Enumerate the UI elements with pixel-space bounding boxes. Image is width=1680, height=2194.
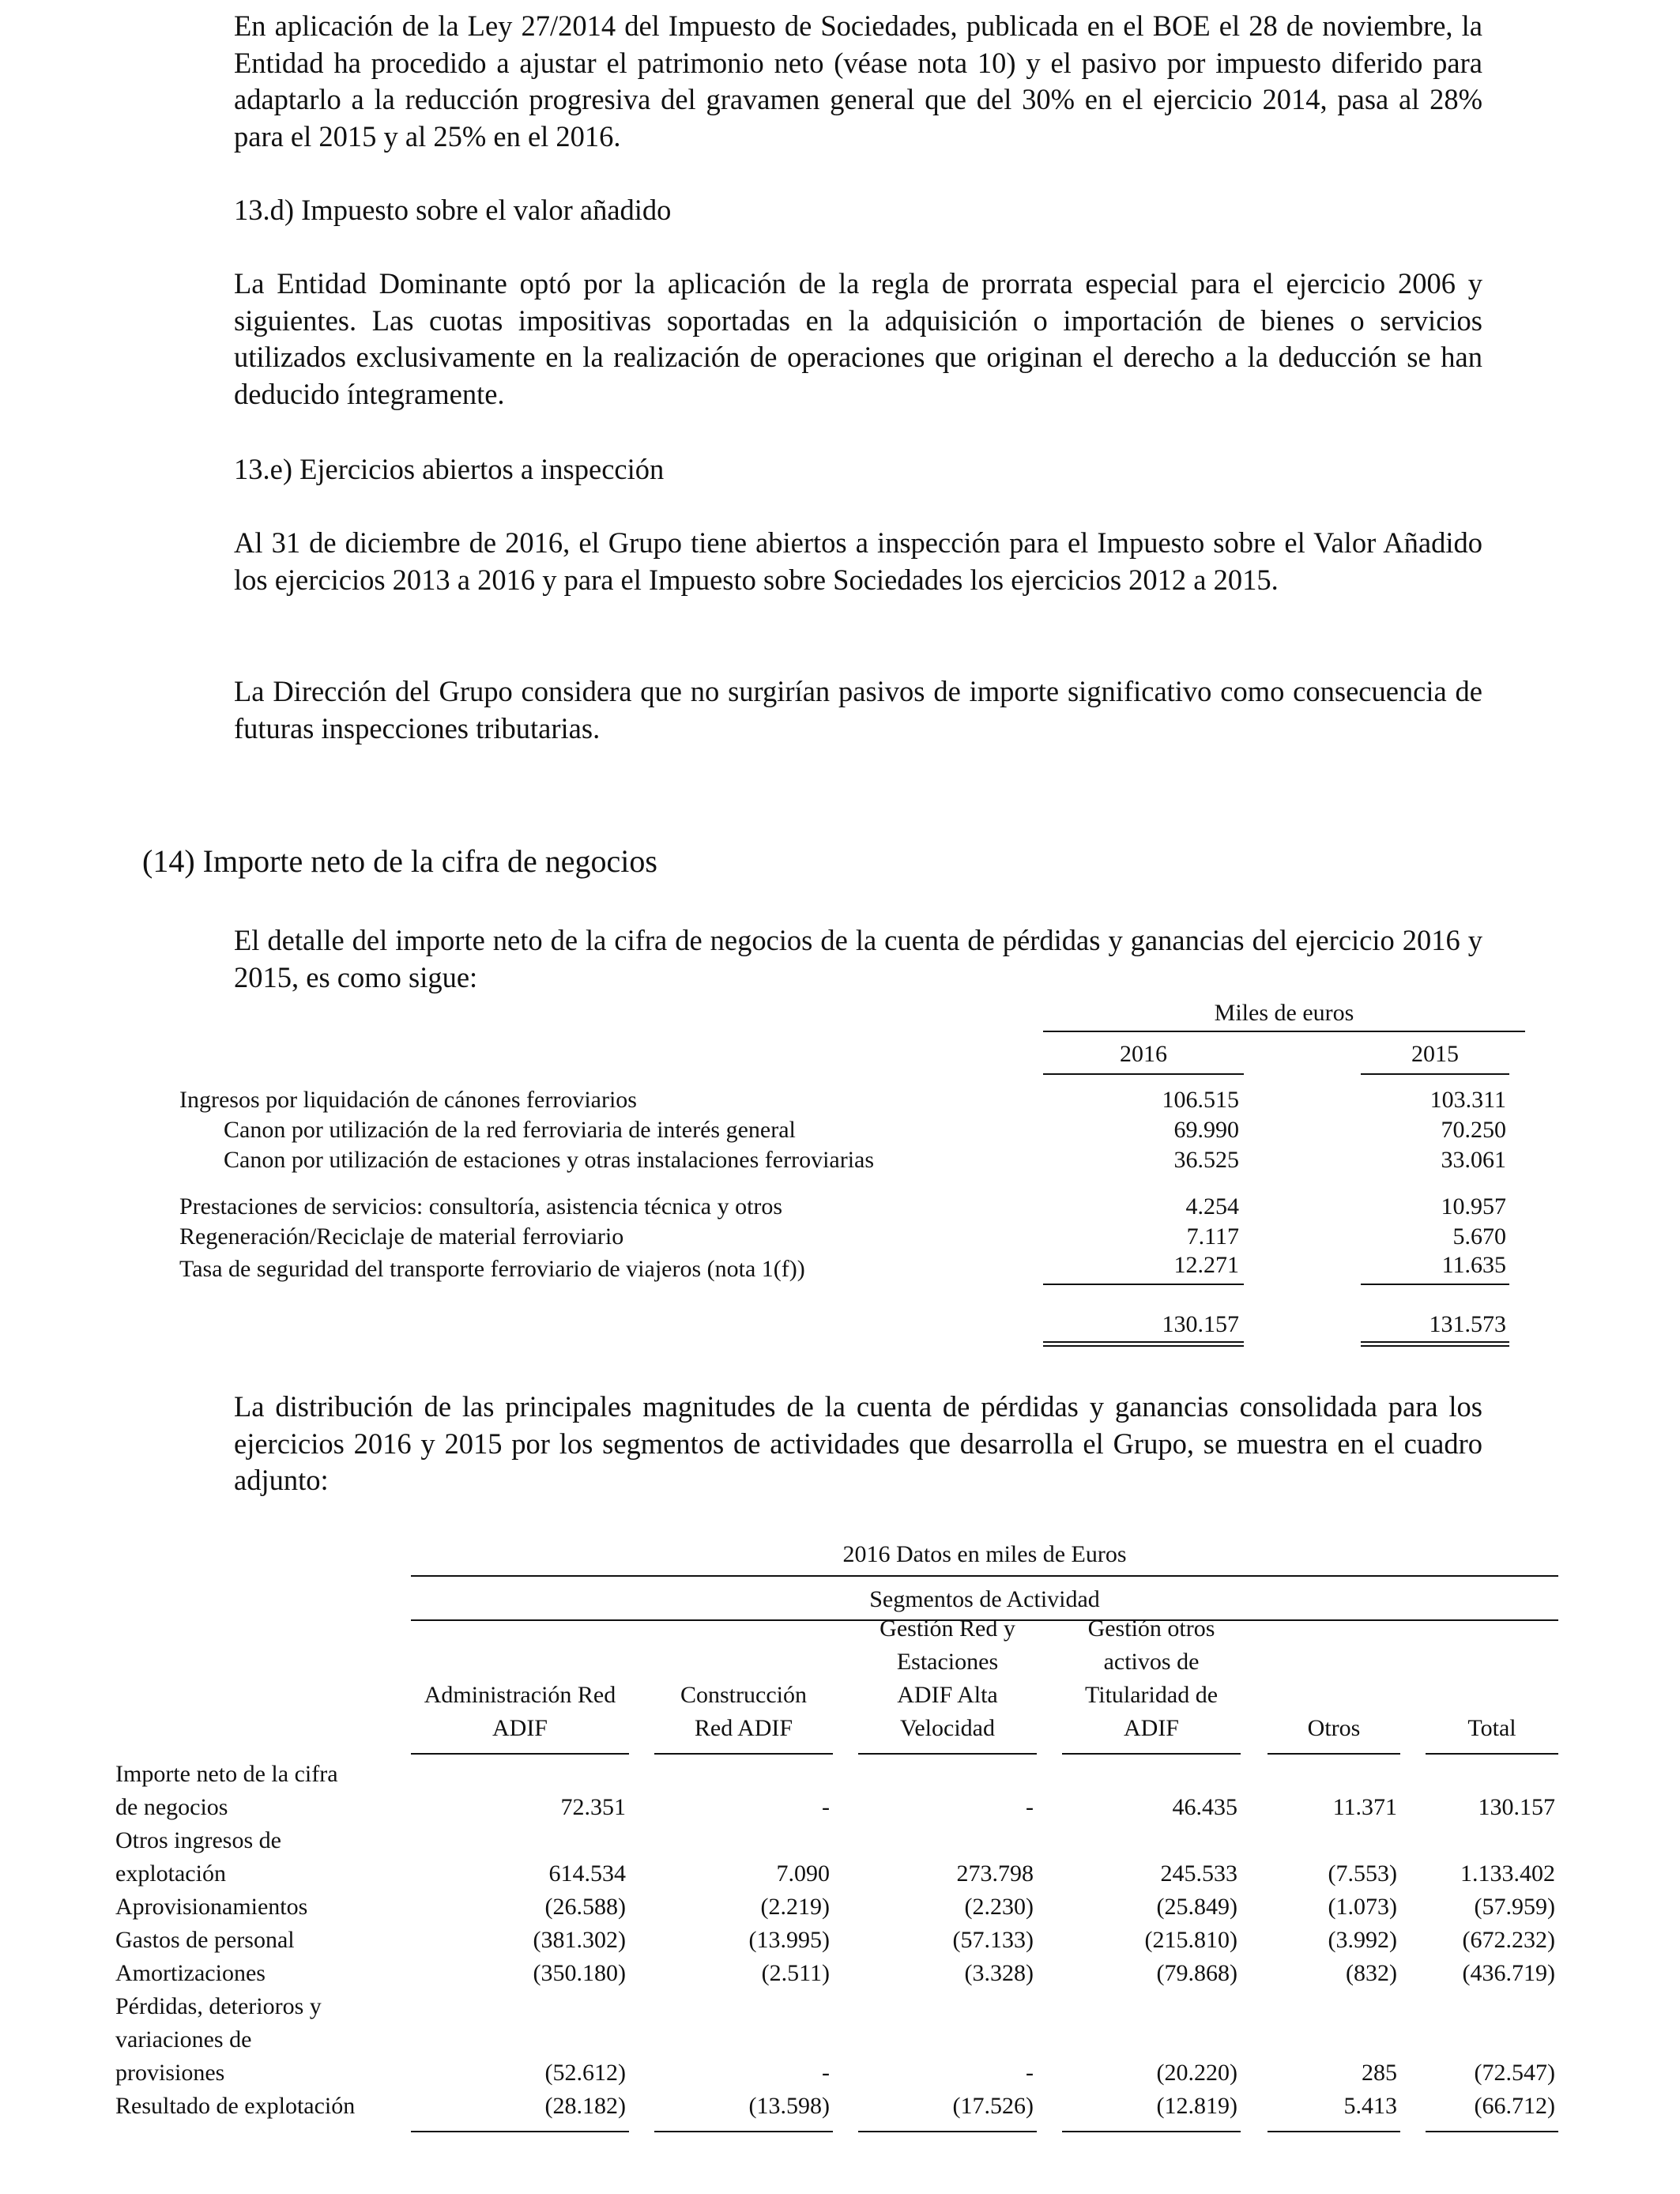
row-label: provisiones bbox=[115, 2060, 225, 2086]
table1-subtotal-rule-2015 bbox=[1361, 1284, 1509, 1285]
column-header-line: Gestión otros bbox=[1087, 1615, 1215, 1642]
column-header-line: Gestión Red y bbox=[880, 1615, 1015, 1642]
heading-13e: 13.e) Ejercicios abiertos a inspección bbox=[234, 453, 665, 485]
column-bottom-rule bbox=[858, 2131, 1037, 2132]
table1-unit-rule bbox=[1043, 1031, 1525, 1032]
cell-value: (2.219) bbox=[760, 1894, 830, 1920]
table1-unit-header: Miles de euros bbox=[1214, 1000, 1354, 1026]
cell-value: (79.868) bbox=[1156, 1960, 1237, 1986]
paragraph-ejercicios-abiertos: Al 31 de diciembre de 2016, el Grupo tiene abiertos a inspección para el Impuesto sobre el Valor Añadido los ejercicios 2013 a 2016 y para el Impuesto sobre Sociedades los ejercicios 2012 a 2015. bbox=[234, 526, 1482, 596]
value-2016: 69.990 bbox=[1173, 1117, 1239, 1143]
column-header-rule bbox=[654, 1753, 833, 1755]
cell-value: 130.157 bbox=[1478, 1794, 1555, 1820]
row-label: variaciones de bbox=[115, 2026, 252, 2053]
column-header-line: activos de bbox=[1103, 1649, 1200, 1675]
cell-value: (436.719) bbox=[1462, 1960, 1555, 1986]
column-header-rule bbox=[411, 1753, 629, 1755]
cell-value: 285 bbox=[1362, 2060, 1397, 2086]
cell-value: (72.547) bbox=[1474, 2060, 1555, 2086]
value-2015: 70.250 bbox=[1441, 1117, 1506, 1143]
paragraph-ley-27-2014: En aplicación de la Ley 27/2014 del Impuesto de Sociedades, publicada en el BOE el 28 de noviembre, la Entidad ha procedido a ajustar el patrimonio neto (véase nota 10) y el pasivo por impuesto diferido para adaptarlo a la reducción progresiva del gravamen general que del 30% en el ejercicio 2014, pasa al 28% para el 2015 y al 25% en el 2016. bbox=[234, 9, 1482, 153]
column-header-line: Total bbox=[1467, 1715, 1516, 1741]
cell-value: 5.413 bbox=[1343, 2093, 1397, 2119]
section-heading-14: (14) Importe neto de la cifra de negocios bbox=[142, 843, 657, 879]
value-2016: 7.117 bbox=[1186, 1223, 1239, 1250]
column-header-line: Construcción bbox=[680, 1682, 807, 1708]
cell-value: 72.351 bbox=[560, 1794, 626, 1820]
cell-value: 245.533 bbox=[1160, 1860, 1237, 1887]
row-label: Ingresos por liquidación de cánones ferroviarios bbox=[179, 1087, 637, 1113]
table1-2015-header-rule bbox=[1361, 1073, 1509, 1075]
value-2016: 4.254 bbox=[1185, 1193, 1239, 1220]
row-label: de negocios bbox=[115, 1794, 228, 1820]
cell-value: (381.302) bbox=[533, 1927, 626, 1953]
paragraph-detalle-importe: El detalle del importe neto de la cifra de negocios de la cuenta de pérdidas y ganancias del ejercicio 2016 y 2015, es como sigue: bbox=[234, 924, 1482, 993]
row-label: explotación bbox=[115, 1860, 226, 1887]
cell-value: 273.798 bbox=[956, 1860, 1034, 1887]
paragraph-distribucion: La distribución de las principales magnitudes de la cuenta de pérdidas y ganancias consolidada para los ejercicios 2016 y 2015 por los segmentos de actividades que desarrolla el Grupo, se muestra en el cuadro adjunto: bbox=[234, 1390, 1482, 1496]
cell-value: (57.959) bbox=[1474, 1894, 1555, 1920]
cell-value: - bbox=[1026, 1794, 1034, 1820]
cell-value: (26.588) bbox=[544, 1894, 626, 1920]
total-2015: 131.573 bbox=[1429, 1311, 1506, 1337]
row-label: Pérdidas, deterioros y bbox=[115, 1993, 322, 2019]
value-2016: 12.271 bbox=[1173, 1252, 1239, 1278]
cell-value: - bbox=[822, 2060, 830, 2086]
column-bottom-rule bbox=[654, 2131, 833, 2132]
column-header-line: Titularidad de bbox=[1084, 1682, 1219, 1708]
total-2016: 130.157 bbox=[1162, 1311, 1239, 1337]
cell-value: (17.526) bbox=[952, 2093, 1034, 2119]
column-header-rule bbox=[1426, 1753, 1558, 1755]
row-label: Canon por utilización de estaciones y otras instalaciones ferroviarias bbox=[224, 1147, 875, 1173]
cell-value: (2.230) bbox=[964, 1894, 1034, 1920]
cell-value: (832) bbox=[1346, 1960, 1397, 1986]
cell-value: (13.598) bbox=[748, 2093, 830, 2119]
cell-value: (215.810) bbox=[1144, 1927, 1237, 1953]
column-bottom-rule bbox=[411, 2131, 629, 2132]
cell-value: (350.180) bbox=[533, 1960, 626, 1986]
cell-value: (3.328) bbox=[964, 1960, 1034, 1986]
column-header-rule bbox=[858, 1753, 1037, 1755]
cell-value: - bbox=[822, 1794, 830, 1820]
row-label: Canon por utilización de la red ferroviaria de interés general bbox=[224, 1117, 796, 1143]
paragraph-direccion-grupo: La Dirección del Grupo considera que no surgirían pasivos de importe significativo como consecuencia de futuras inspecciones tributarias. bbox=[234, 675, 1482, 745]
cell-value: (2.511) bbox=[761, 1960, 830, 1986]
value-2015: 33.061 bbox=[1441, 1147, 1506, 1173]
column-bottom-rule bbox=[1268, 2131, 1400, 2132]
column-header-rule bbox=[1268, 1753, 1400, 1755]
table1-total-double-rule-2016 bbox=[1043, 1341, 1244, 1347]
column-header-line: ADIF Alta bbox=[897, 1682, 998, 1708]
row-label: Otros ingresos de bbox=[115, 1827, 281, 1853]
value-2015: 11.635 bbox=[1441, 1252, 1506, 1278]
value-2016: 36.525 bbox=[1173, 1147, 1239, 1173]
cell-value: (3.992) bbox=[1328, 1927, 1397, 1953]
cell-value: (66.712) bbox=[1474, 2093, 1555, 2119]
value-2015: 103.311 bbox=[1430, 1087, 1506, 1113]
column-bottom-rule bbox=[1426, 2131, 1558, 2132]
column-header-line: ADIF bbox=[492, 1715, 548, 1741]
column-header-rule bbox=[1062, 1753, 1241, 1755]
cell-value: 46.435 bbox=[1172, 1794, 1237, 1820]
row-label: Gastos de personal bbox=[115, 1927, 295, 1953]
cell-value: (52.612) bbox=[544, 2060, 626, 2086]
row-label: Tasa de seguridad del transporte ferroviario de viajeros (nota 1(f)) bbox=[179, 1256, 805, 1282]
cell-value: 7.090 bbox=[776, 1860, 830, 1887]
cell-value: 1.133.402 bbox=[1460, 1860, 1555, 1887]
heading-13d: 13.d) Impuesto sobre el valor añadido bbox=[234, 194, 672, 226]
cell-value: (20.220) bbox=[1156, 2060, 1237, 2086]
row-label: Aprovisionamientos bbox=[115, 1894, 308, 1920]
row-label: Prestaciones de servicios: consultoría, asistencia técnica y otros bbox=[179, 1193, 783, 1220]
cell-value: (1.073) bbox=[1328, 1894, 1397, 1920]
column-bottom-rule bbox=[1062, 2131, 1241, 2132]
cell-value: (7.553) bbox=[1328, 1860, 1397, 1887]
cell-value: (12.819) bbox=[1156, 2093, 1237, 2119]
cell-value: (13.995) bbox=[748, 1927, 830, 1953]
table1-year-2016: 2016 bbox=[1120, 1041, 1167, 1067]
row-label: Importe neto de la cifra bbox=[115, 1761, 338, 1787]
value-2015: 5.670 bbox=[1452, 1223, 1506, 1250]
cell-value: (25.849) bbox=[1156, 1894, 1237, 1920]
cell-value: (57.133) bbox=[952, 1927, 1034, 1953]
table1-year-2015: 2015 bbox=[1411, 1041, 1459, 1067]
column-header-line: ADIF bbox=[1123, 1715, 1179, 1741]
cell-value: 11.371 bbox=[1332, 1794, 1397, 1820]
paragraph-prorrata: La Entidad Dominante optó por la aplicación de la regla de prorrata especial para el ejercicio 2006 y siguientes. Las cuotas impositivas soportadas en la adquisición o importación de bienes o servicios utilizados exclusivamente en la realización de operaciones que originan el derecho a la deducción se han deducido íntegramente. bbox=[234, 267, 1482, 410]
table1-subtotal-rule-2016 bbox=[1043, 1284, 1244, 1285]
value-2015: 10.957 bbox=[1441, 1193, 1506, 1220]
cell-value: (28.182) bbox=[544, 2093, 626, 2119]
column-header-line: Velocidad bbox=[900, 1715, 995, 1741]
column-header-line: Red ADIF bbox=[694, 1715, 793, 1741]
cell-value: 614.534 bbox=[548, 1860, 626, 1887]
row-label: Amortizaciones bbox=[115, 1960, 266, 1986]
column-header-line: Estaciones bbox=[896, 1649, 999, 1675]
table2-group-header: Segmentos de Actividad bbox=[869, 1586, 1100, 1612]
table2-title: 2016 Datos en miles de Euros bbox=[842, 1541, 1127, 1567]
table1-2016-header-rule bbox=[1043, 1073, 1244, 1075]
column-header-line: Administración Red bbox=[424, 1682, 616, 1708]
table1-total-double-rule-2015 bbox=[1361, 1341, 1509, 1347]
column-header-line: Otros bbox=[1307, 1715, 1361, 1741]
cell-value: (672.232) bbox=[1462, 1927, 1555, 1953]
table2-title-rule bbox=[411, 1575, 1558, 1577]
value-2016: 106.515 bbox=[1162, 1087, 1239, 1113]
cell-value: - bbox=[1026, 2060, 1034, 2086]
row-label: Resultado de explotación bbox=[115, 2093, 356, 2119]
row-label: Regeneración/Reciclaje de material ferroviario bbox=[179, 1223, 624, 1250]
